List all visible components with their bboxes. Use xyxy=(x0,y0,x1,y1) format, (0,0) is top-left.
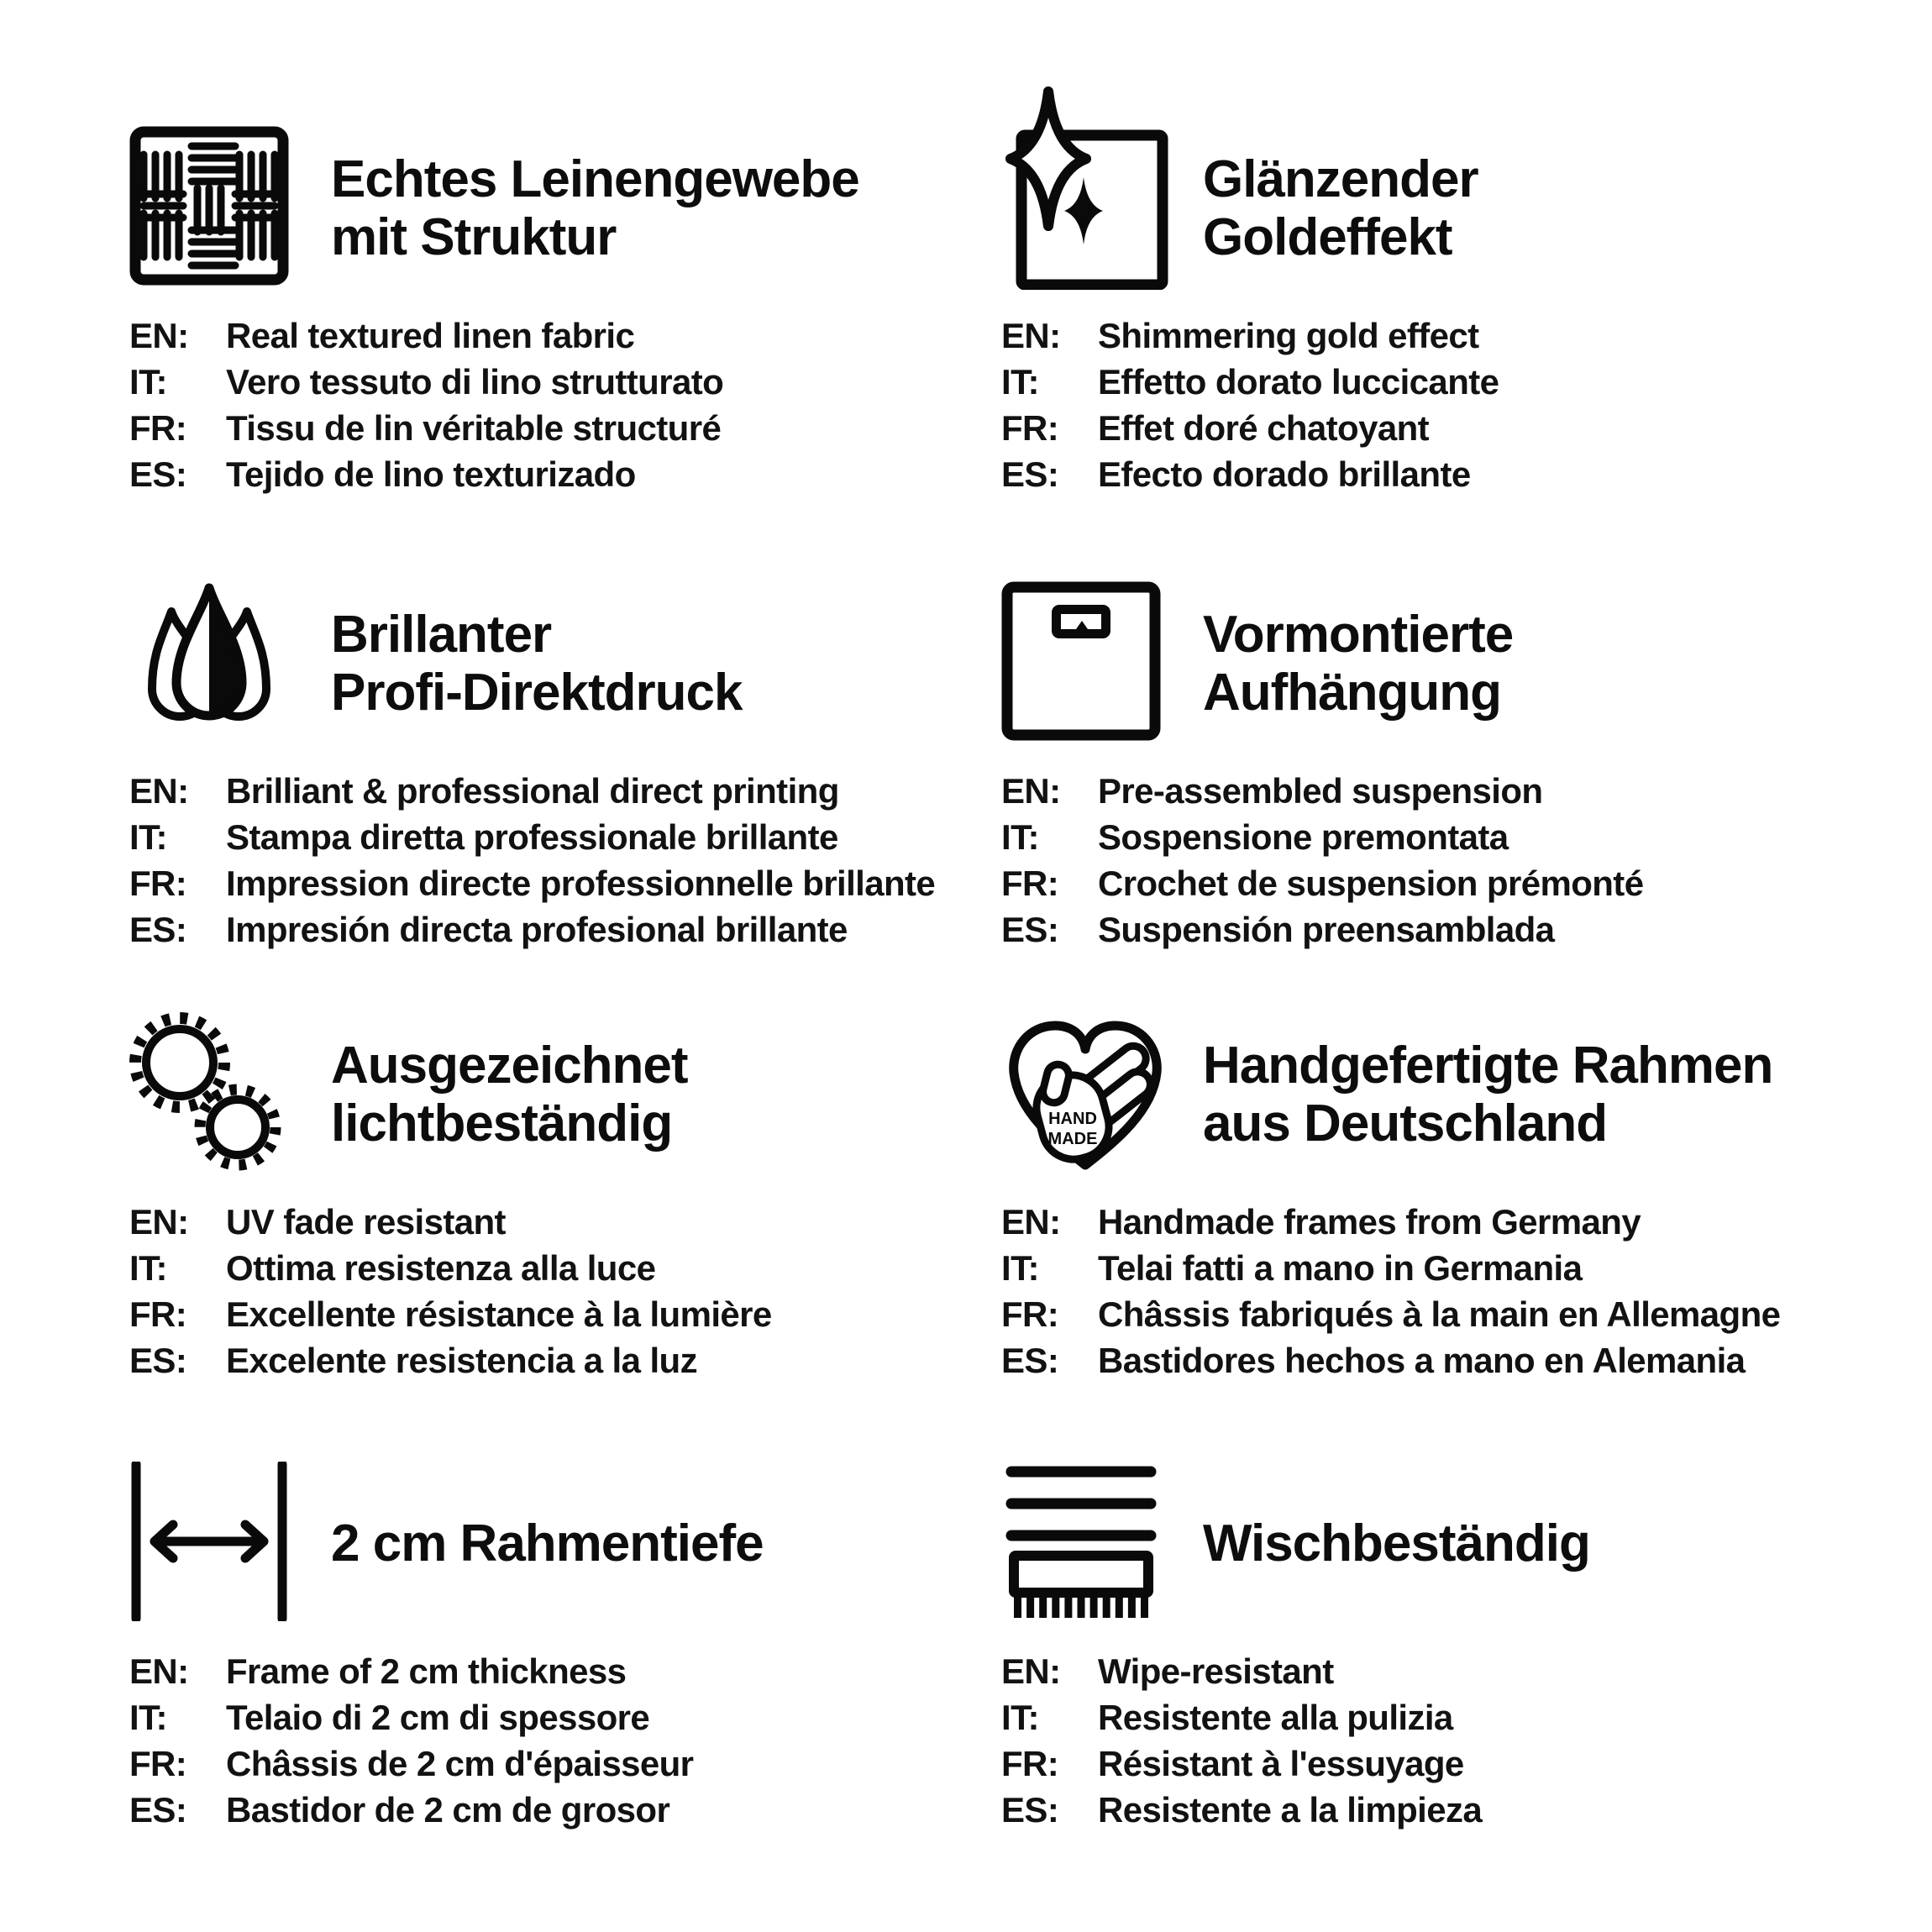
feature-title xyxy=(1203,581,1513,745)
translation-row xyxy=(129,312,723,359)
feature-title xyxy=(1203,126,1478,290)
translation-list xyxy=(129,1199,772,1383)
translation-text: Bastidores hechos a mano en Alemania xyxy=(1098,1340,1746,1380)
translation-row xyxy=(129,860,935,906)
translation-text: Shimmering gold effect xyxy=(1098,315,1479,355)
ink-drops-icon xyxy=(129,581,289,741)
feature-title-line: Brillanter xyxy=(331,605,552,664)
translation-row xyxy=(1001,1291,1780,1337)
language-label: FR: xyxy=(129,407,187,448)
translation-text: Real textured linen fabric xyxy=(226,315,635,355)
translation-list xyxy=(1001,312,1499,497)
translation-text: Impression directe professionnelle brillante xyxy=(226,863,936,903)
language-label: FR: xyxy=(1001,407,1059,448)
translation-text: Brilliant & professional direct printing xyxy=(226,770,839,811)
language-label: EN: xyxy=(1001,1201,1061,1242)
translation-row xyxy=(129,768,935,814)
translation-row xyxy=(129,451,723,497)
translation-row xyxy=(1001,1740,1482,1787)
language-label: EN: xyxy=(1001,770,1061,811)
handmade-badge-text: MADE xyxy=(1047,1130,1098,1148)
feature-title-line: Glänzender xyxy=(1203,150,1478,208)
translation-row xyxy=(129,1199,772,1245)
translation-row xyxy=(129,1648,693,1694)
feature-title-line: Aufhängung xyxy=(1203,663,1502,722)
translation-text: Resistente alla pulizia xyxy=(1098,1697,1453,1737)
feature-title-line: Ausgezeichnet xyxy=(331,1036,688,1095)
translation-text: Handmade frames from Germany xyxy=(1098,1201,1641,1242)
feature-title xyxy=(331,126,859,290)
feature-title xyxy=(1203,1462,1590,1625)
translation-text: Tejido de lino texturizado xyxy=(226,454,636,494)
translation-text: Résistant à l'essuyage xyxy=(1098,1743,1464,1783)
translation-row xyxy=(1001,1787,1482,1833)
linen-fabric-icon xyxy=(129,126,289,286)
translation-row xyxy=(1001,906,1643,953)
translation-row xyxy=(1001,768,1643,814)
language-label: EN: xyxy=(1001,1651,1061,1691)
translation-text: Effetto dorato luccicante xyxy=(1098,361,1499,402)
feature-title xyxy=(331,1462,764,1625)
translation-row xyxy=(1001,1694,1482,1740)
translation-text: Impresión directa profesional brillante xyxy=(226,909,848,949)
translation-row xyxy=(1001,1245,1780,1291)
feature-title-line: aus Deutschland xyxy=(1203,1094,1608,1152)
translation-row xyxy=(129,359,723,405)
translation-row xyxy=(129,906,935,953)
uv-suns-icon xyxy=(129,1012,289,1172)
feature-title-line: 2 cm Rahmentiefe xyxy=(331,1515,764,1572)
translation-row xyxy=(129,1245,772,1291)
translation-row xyxy=(1001,451,1499,497)
translation-row xyxy=(1001,312,1499,359)
feature-title-line: lichtbeständig xyxy=(331,1094,673,1152)
translation-text: Pre-assembled suspension xyxy=(1098,770,1543,811)
translation-row xyxy=(129,1337,772,1383)
language-label: FR: xyxy=(129,1743,187,1783)
translation-list xyxy=(129,1648,693,1833)
feature-title xyxy=(331,581,742,745)
feature-section-linen xyxy=(129,126,978,567)
translation-row xyxy=(129,1694,693,1740)
language-label: ES: xyxy=(129,1789,187,1830)
translation-text: Ottima resistenza alla luce xyxy=(226,1247,656,1288)
translation-text: Effet doré chatoyant xyxy=(1098,407,1430,448)
feature-section-direct-print xyxy=(129,581,978,1022)
feature-title-line: Handgefertigte Rahmen xyxy=(1203,1036,1773,1095)
feature-section-suspension xyxy=(1001,581,1850,1022)
language-label: FR: xyxy=(129,1294,187,1334)
translation-text: Suspensión preensamblada xyxy=(1098,909,1555,949)
canvas-hanger-icon xyxy=(1001,581,1161,741)
language-label: ES: xyxy=(129,454,187,494)
gold-sparkle-icon xyxy=(1001,65,1169,290)
translation-row xyxy=(1001,860,1643,906)
translation-list xyxy=(129,768,935,953)
language-label: FR: xyxy=(1001,863,1059,903)
translation-row xyxy=(129,1740,693,1787)
feature-section-frame-depth xyxy=(129,1462,978,1903)
feature-title xyxy=(1203,1012,1772,1176)
language-label: EN: xyxy=(1001,315,1061,355)
language-label: EN: xyxy=(129,1651,189,1691)
translation-text: Tissu de lin véritable structuré xyxy=(226,407,722,448)
translation-text: Bastidor de 2 cm de grosor xyxy=(226,1789,670,1830)
language-label: IT: xyxy=(129,361,167,402)
translation-text: Excelente resistencia a la luz xyxy=(226,1340,697,1380)
translation-list xyxy=(129,312,723,497)
translation-text: Châssis de 2 cm d'épaisseur xyxy=(226,1743,694,1783)
translation-text: Wipe-resistant xyxy=(1098,1651,1334,1691)
translation-list xyxy=(1001,1199,1780,1383)
translation-text: UV fade resistant xyxy=(226,1201,506,1242)
translation-row xyxy=(1001,814,1643,860)
feature-section-uv-resistant xyxy=(129,1012,978,1453)
translation-list xyxy=(1001,1648,1482,1833)
language-label: FR: xyxy=(1001,1294,1059,1334)
feature-section-gold-effect xyxy=(1001,126,1850,567)
translation-text: Excellente résistance à la lumière xyxy=(226,1294,772,1334)
translation-text: Crochet de suspension prémonté xyxy=(1098,863,1644,903)
translation-row xyxy=(129,814,935,860)
translation-text: Stampa diretta professionale brillante xyxy=(226,816,838,857)
translation-row xyxy=(1001,405,1499,451)
language-label: EN: xyxy=(129,315,189,355)
translation-text: Vero tessuto di lino strutturato xyxy=(226,361,724,402)
feature-title-line: Goldeffekt xyxy=(1203,207,1452,266)
frame-depth-icon xyxy=(129,1462,289,1621)
language-label: IT: xyxy=(129,1697,167,1737)
translation-text: Telai fatti a mano in Germania xyxy=(1098,1247,1583,1288)
feature-title xyxy=(331,1012,688,1176)
language-label: EN: xyxy=(129,770,189,811)
translation-row xyxy=(1001,1199,1780,1245)
language-label: FR: xyxy=(129,863,187,903)
handmade-heart-icon xyxy=(1001,1012,1169,1180)
language-label: IT: xyxy=(1001,816,1039,857)
feature-section-wipe-resistant xyxy=(1001,1462,1850,1903)
language-label: EN: xyxy=(129,1201,189,1242)
wipe-brush-icon xyxy=(1001,1462,1161,1621)
translation-row xyxy=(1001,1337,1780,1383)
language-label: IT: xyxy=(129,816,167,857)
translation-row xyxy=(129,405,723,451)
translation-text: Telaio di 2 cm di spessore xyxy=(226,1697,650,1737)
feature-section-handmade xyxy=(1001,1012,1850,1453)
translation-list xyxy=(1001,768,1643,953)
language-label: IT: xyxy=(129,1247,167,1288)
language-label: IT: xyxy=(1001,1247,1039,1288)
translation-text: Châssis fabriqués à la main en Allemagne xyxy=(1098,1294,1781,1334)
language-label: ES: xyxy=(1001,909,1059,949)
feature-title-line: Vormontierte xyxy=(1203,605,1514,664)
feature-title-line: Profi-Direktdruck xyxy=(331,663,743,722)
feature-title-line: Wischbeständig xyxy=(1203,1515,1590,1572)
feature-title-line: mit Struktur xyxy=(331,207,617,266)
handmade-badge-text: HAND xyxy=(1048,1110,1097,1128)
translation-row xyxy=(129,1291,772,1337)
translation-row xyxy=(129,1787,693,1833)
language-label: ES: xyxy=(129,909,187,949)
language-label: ES: xyxy=(129,1340,187,1380)
translation-row xyxy=(1001,1648,1482,1694)
language-label: ES: xyxy=(1001,1789,1059,1830)
language-label: FR: xyxy=(1001,1743,1059,1783)
translation-text: Frame of 2 cm thickness xyxy=(226,1651,627,1691)
language-label: ES: xyxy=(1001,1340,1059,1380)
language-label: IT: xyxy=(1001,1697,1039,1737)
translation-text: Efecto dorado brillante xyxy=(1098,454,1471,494)
translation-text: Sospensione premontata xyxy=(1098,816,1509,857)
translation-text: Resistente a la limpieza xyxy=(1098,1789,1483,1830)
language-label: ES: xyxy=(1001,454,1059,494)
language-label: IT: xyxy=(1001,361,1039,402)
translation-row xyxy=(1001,359,1499,405)
feature-title-line: Echtes Leinengewebe xyxy=(331,150,859,208)
